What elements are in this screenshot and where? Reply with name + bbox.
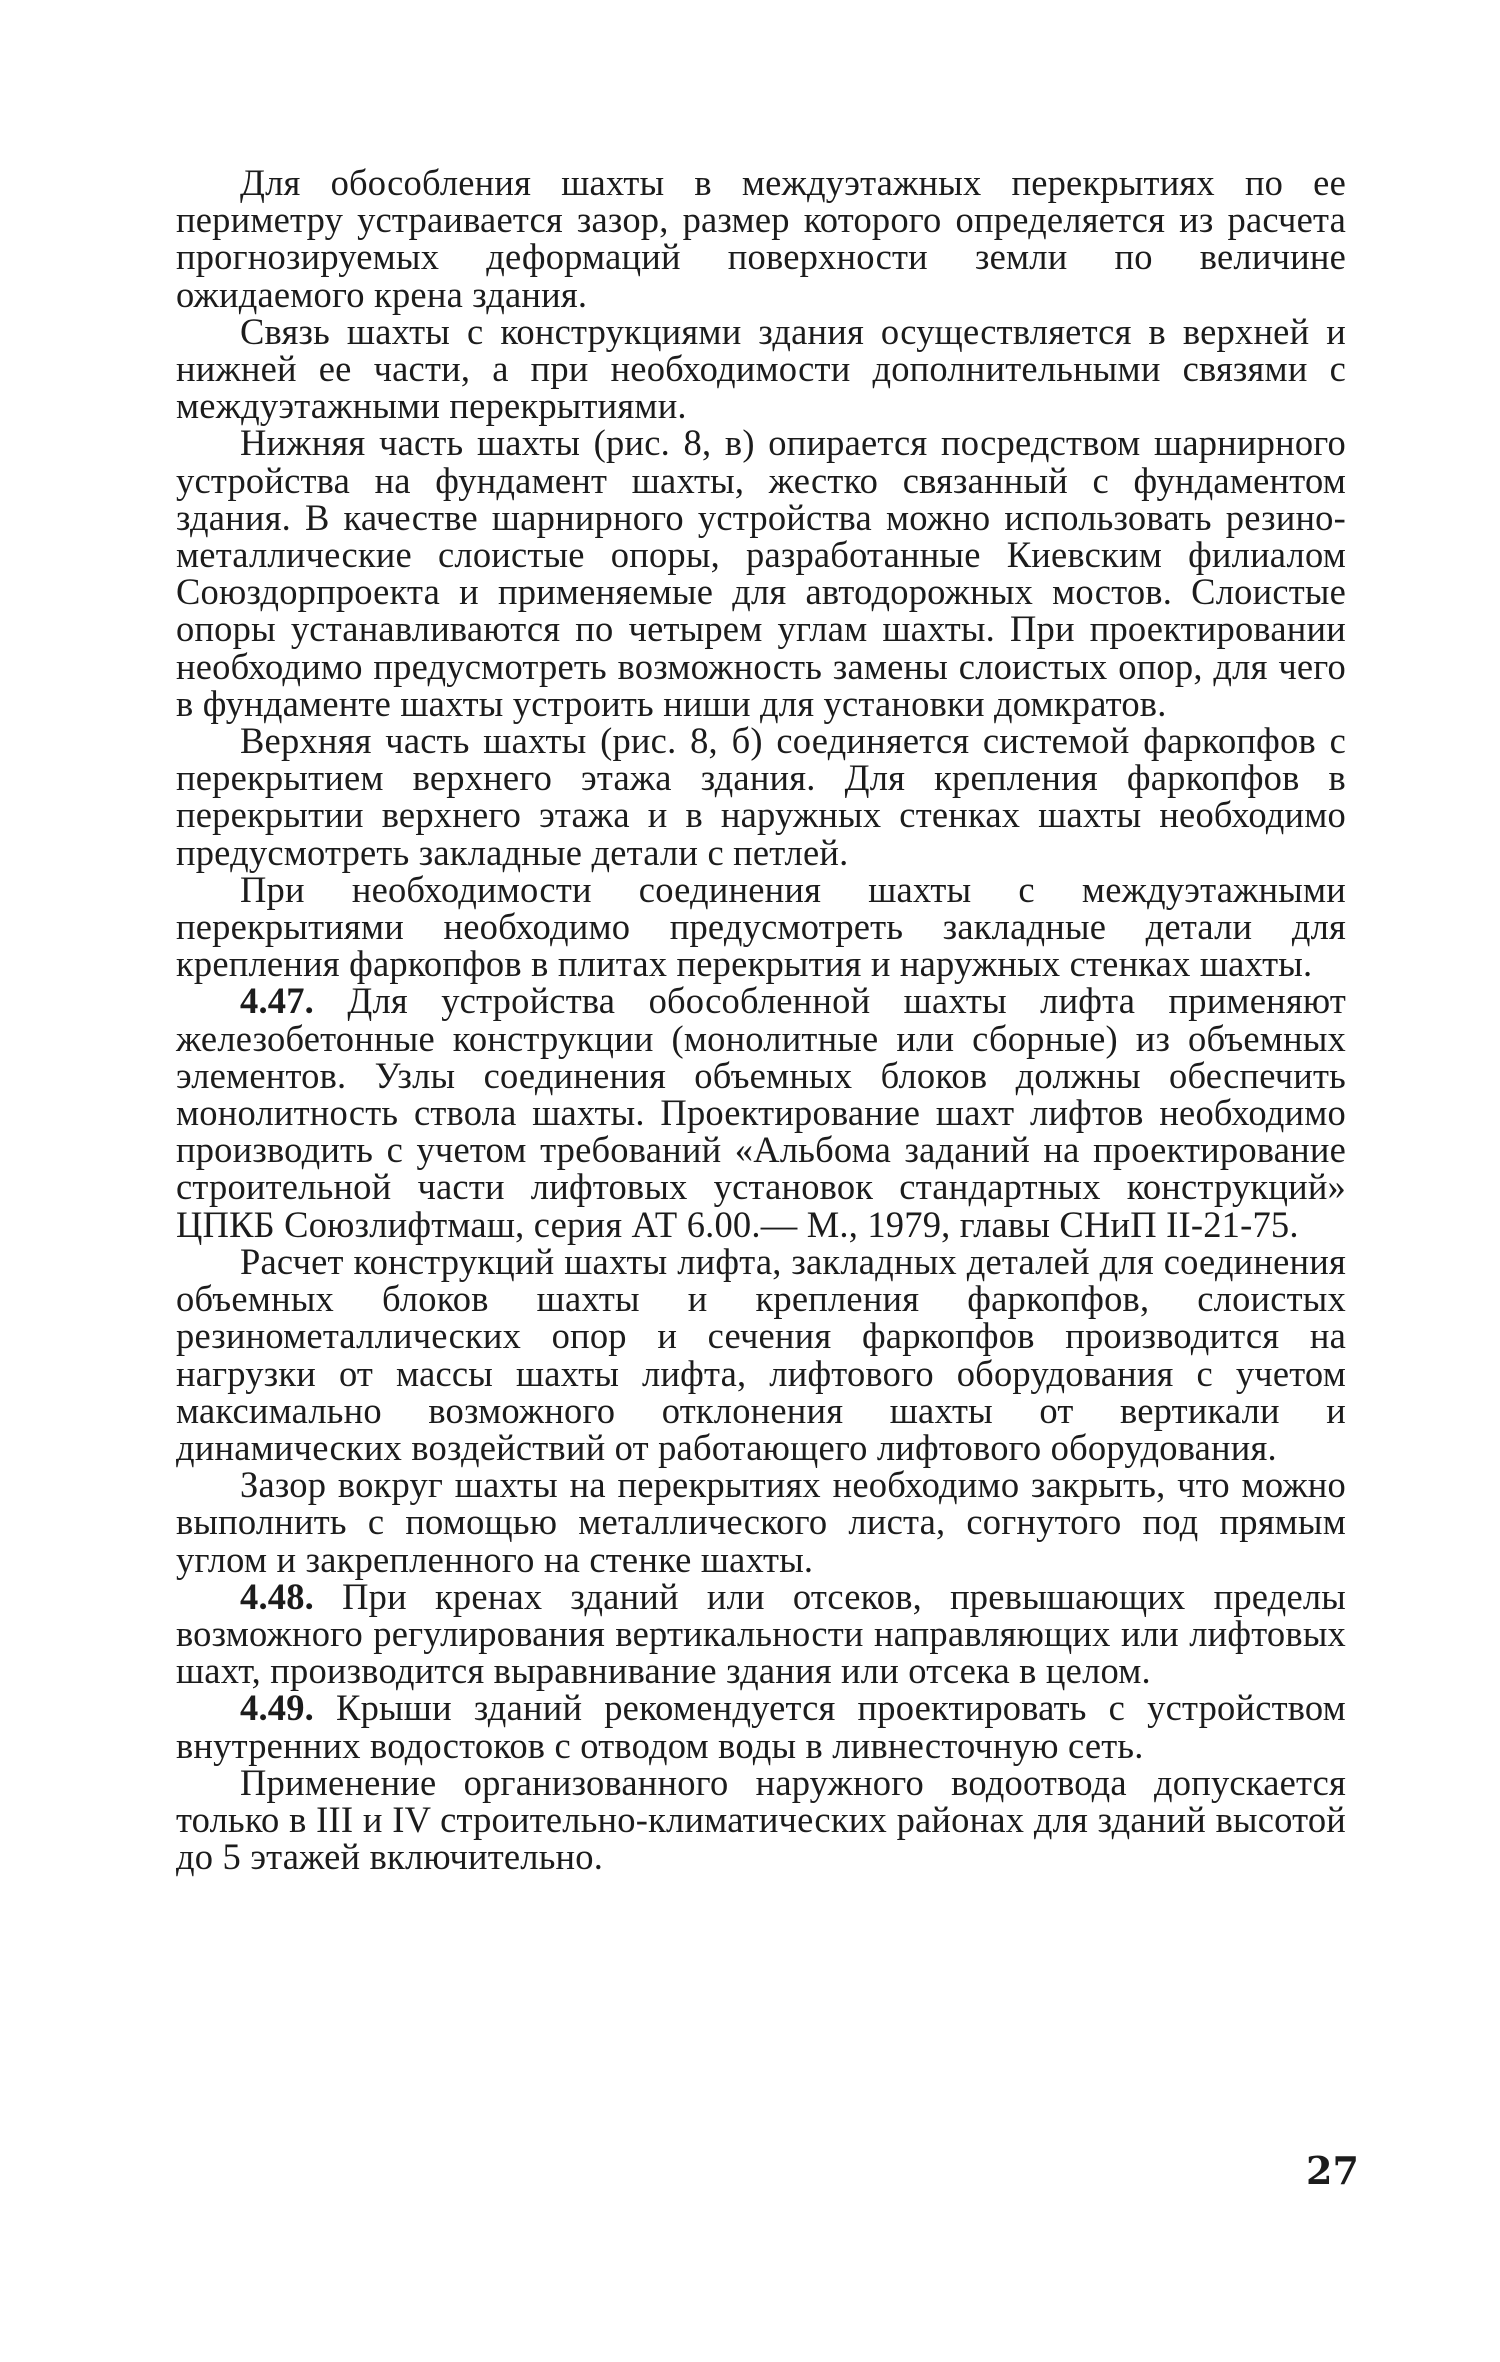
- paragraph-text: При кренах зданий или отсеков, превышающих пределы возможного регулирования вертикальности направляющих или лифтовых шахт, производится выравнивание здания или отсека в целом.: [176, 1575, 1346, 1692]
- page-number: 27: [1306, 2148, 1359, 2193]
- document-body: [176, 162, 1346, 1878]
- paragraph: [176, 424, 1346, 722]
- paragraph: [176, 1240, 1346, 1468]
- section-paragraph-4-49: [176, 1687, 1346, 1766]
- paragraph-text: Применение организованного наружного водоотвода допускается только в III и IV строительно-климатических районах для зданий высотой до 5 этажей включительно.: [176, 1761, 1346, 1878]
- paragraph-text: Для устройства обособленной шахты лифта применяют железобетонные конструкции (монолитные или сборные) из объемных элементов. Узлы соединения объемных блоков должны обеспечить монолитность ствола шахты. Проектирование шахт лифтов необходимо производить с учетом требований «Альбома заданий на проектирование строительной части лифтовых установок стандартных конструкций» ЦПКБ Союзлифтмаш, серия АТ 6.00.— М., 1979, главы СНиП II-21-75.: [176, 980, 1346, 1245]
- section-paragraph-4-48: [176, 1575, 1346, 1692]
- paragraph: [176, 722, 1346, 871]
- paragraph: [176, 310, 1346, 427]
- paragraph-text: Зазор вокруг шахты на перекрытиях необходимо закрыть, что можно выполнить с помощью металлического листа, согнутого под прямым углом и закрепленного на стенке шахты.: [176, 1464, 1346, 1580]
- paragraph-text: Для обособления шахты в междуэтажных перекрытиях по ее периметру устраивается зазор, размер которого определяется из расчета прогнозируемых деформаций поверхности земли по величине ожидаемого крена здания.: [176, 162, 1346, 315]
- section-number: 4.47.: [240, 980, 314, 1022]
- paragraph-text: Расчет конструкций шахты лифта, закладных деталей для соединения объемных блоков шахты и крепления фаркопфов, слоистых резинометаллических опор и сечения фаркопфов производится на нагрузки от массы шахты лифта, лифтового оборудования с учетом максимально возможного отклонения шахты от вертикали и динамических воздействий от работающего лифтового оборудования.: [176, 1240, 1346, 1468]
- paragraph-text: Связь шахты с конструкциями здания осуществляется в верхней и нижней ее части, а при необходимости дополнительными связями с междуэтажными перекрытиями.: [176, 310, 1346, 427]
- paragraph: [176, 868, 1346, 985]
- section-number: 4.49.: [240, 1687, 314, 1729]
- section-paragraph-4-47: [176, 980, 1346, 1245]
- section-number: 4.48.: [240, 1575, 314, 1617]
- paragraph-text: Нижняя часть шахты (рис. 8, в) опирается посредством шарнирного устройства на фундамент шахты, жестко связанный с фундаментом здания. В качестве шарнирного устройства можно использовать резино-металлические слоистые опоры, разработанные Киевским филиалом Союздорпроекта и применяемые для автодорожных мостов. Слоистые опоры устанавливаются по четырем углам шахты. При проектировании необходимо предусмотреть возможность замены слоистых опор, для чего в фундаменте шахты устроить ниши для установки домкратов.: [176, 422, 1346, 724]
- paragraph-text: Верхняя часть шахты (рис. 8, б) соединяется системой фаркопфов с перекрытием верхнего этажа здания. Для крепления фаркопфов в перекрытии верхнего этажа и в наружных стенках шахты необходимо предусмотреть закладные детали с петлей.: [176, 720, 1346, 873]
- paragraph: [176, 164, 1346, 313]
- paragraph: [176, 1466, 1346, 1578]
- paragraph: [176, 1761, 1346, 1878]
- paragraph-text: При необходимости соединения шахты с междуэтажными перекрытиями необходимо предусмотреть закладные детали для крепления фаркопфов в плитах перекрытия и наружных стенках шахты.: [176, 868, 1346, 985]
- paragraph-text: Крыши зданий рекомендуется проектировать с устройством внутренних водостоков с отводом воды в ливнесточную сеть.: [176, 1687, 1346, 1766]
